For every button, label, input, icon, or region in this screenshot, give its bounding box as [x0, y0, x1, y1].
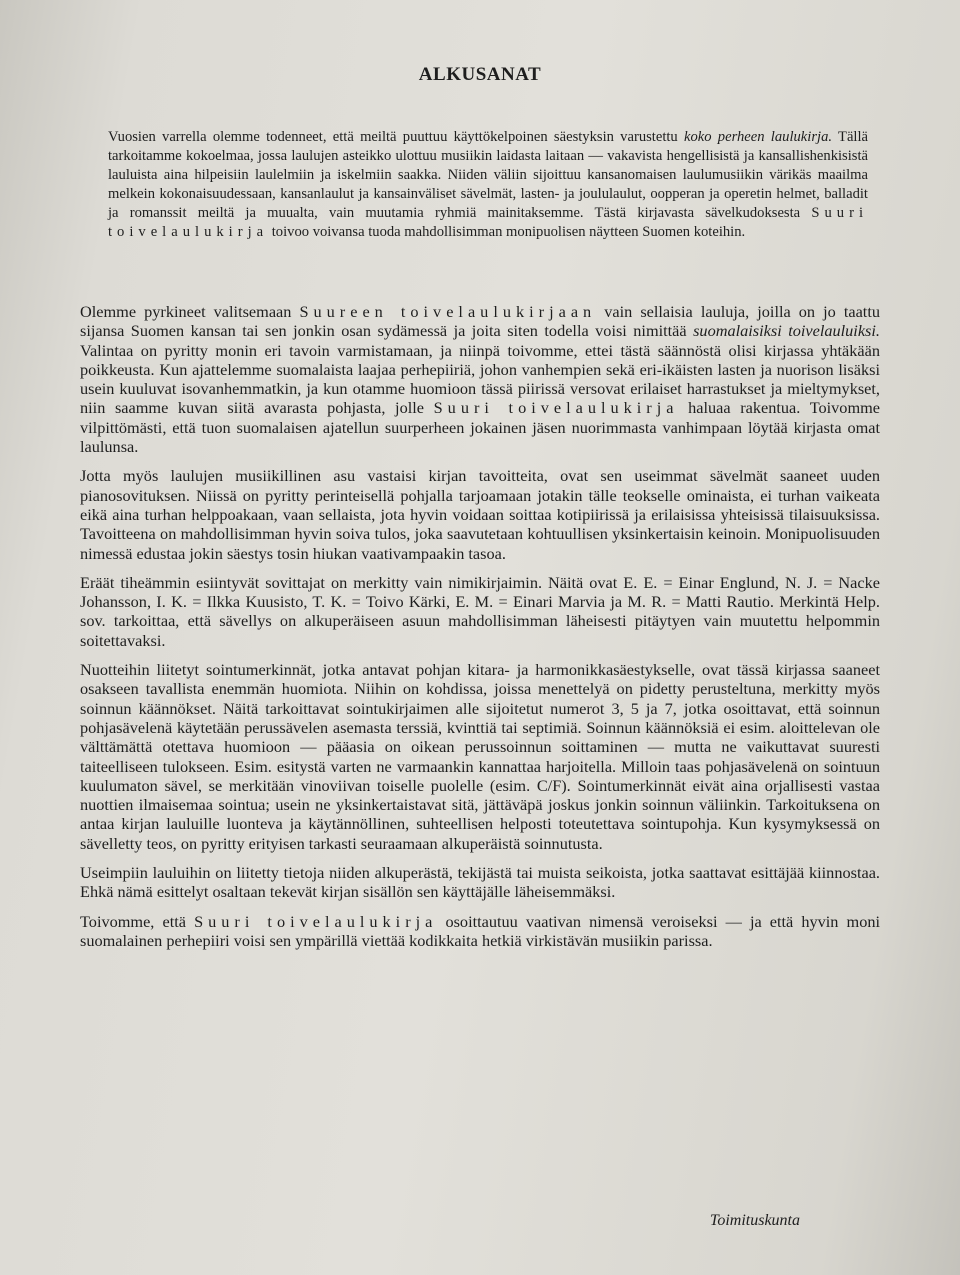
text-segment: osoittautuu vaativan nimensä veroiseksi — ja että hyvin moni suomalainen perhepiiri voisi sen ympärillä viettää kodikkaita hetkiä virkistävän musiikin parissa. [80, 911, 881, 950]
spaced-book-title: Suuri toivelaulukirja [108, 204, 868, 240]
paragraph-arrangers: Eräät tiheämmin esiintyvät sovittajat on merkitty vain nimikirjaimin. Näitä ovat E. E. = Einar Englund, N. J. = Nacke Johansson, I. K. = Ilkka Kuusisto, T. K. = Toivo Kärki, E. M. = Einari Marvia ja M. R. = Matti Rautio. Merkintä Help. sov. tarkoittaa, että sävellys on alkuperäiseen asuun mahdollisimman läheisesti pitäytyen vain muutettu helpommin soitettavaksi. [80, 572, 880, 650]
page-title: ALKUSANAT [418, 64, 542, 85]
text-segment: Tällä tarkoitamme kokoelmaa, jossa laulujen asteikko ulottuu musiikin laidasta laitaan — vakavista hengellisistä ja kansallishenkisistä lauluista aina hilpeisiin laulelmiin ja iskelmiin saakka. Niiden väliin sijoittuu kansanomaisen laulumusiikin värikäs maailma melkein kokonaisuudessaan, kansanlaulut ja kansainväliset sävelmät, lasten- ja joululaulut, oopperan ja operetin helmet, balladit ja romanssit meiltä ja muualta, vain muutamia ryhmiä mainitaksemme. Tästä kirjavasta sävelkudoksesta [108, 129, 869, 221]
text-segment: Toivomme, että [80, 911, 195, 931]
spaced-book-title: Suureen toivelaulukirjaan [299, 302, 597, 321]
paragraph-selection [80, 302, 880, 456]
text-segment: vain sellaisia lauluja, joilla on jo taattu sijansa Suomen kansan tai sen jonkin osan sydämessä ja joita siten todella voisi nimittää [80, 302, 880, 341]
signature: Toimituskunta [709, 1212, 800, 1229]
body-text [80, 302, 880, 960]
paragraph-closing [80, 912, 880, 951]
paragraph-chords: Nuotteihin liitetyt sointumerkinnät, jotka antavat pohjan kitara- ja harmonikkasäestykselle, ovat tässä kirjassa saaneet osakseen tavallista enemmän huomiota. Niihin on kohdissa, joissa menettelyä on pidetty perusteltuna, merkitty myös soinnun käännökset. Näitä tarkoittavat sointukirjaimen alle sijoitetut numerot 3, 5 ja 7, jotka osoittavat, että soinnun pohjasävelenä käytetään perussävelen asemasta terssiä, kvinttiä tai septimiä. Soinnun käännöksiä ei esim. aloittelevan ole välttämättä otettava huomioon — pääasia on oikean perussoinnun soittaminen — mutta ne vaikuttavat suuresti taiteelliseen tulokseen. Esim. esitystä varten ne varmaankin kannattaa harjoitella. Milloin taas pohjasävelenä on sointuun kuulumaton sävel, se merkitään vinoviivan toiselle puolelle (esim. C/F). Sointumerkinnät eivät aina orjallisesti vastaa nuottien ilmaisemaa sointua; usein ne yksinkertaistavat sitä, jättäväpä joskus jonkin soinnun väliinkin. Tarkoituksena on antaa kirjan lauluille luonteva ja käytännöllinen, suhteellisen helposti toteutettava sointupohja. Kun kysymyksessä on sävelletty teos, on pyritty erityisen tarkasti seuraamaan alkuperäistä soinnutusta. [80, 660, 880, 853]
text-segment: Olemme pyrkineet valitsemaan [80, 302, 300, 321]
text-segment: haluaa rakentua. Toivomme vilpittömästi, että tuon suomalaisen ajatellun suurperheen jokainen jäsen nuorimmasta vanhimpaan löytää kirjasta omat laulunsa. [80, 398, 880, 457]
italic-title: koko perheen laulukirja. [684, 129, 833, 145]
text-segment: Valintaa on pyritty monin eri tavoin varmistamaan, ja niinpä toivomme, ettei tästä säännöstä olisi kirjassa yhtäkään poikkeusta. Kun ajattelemme suomalaista laajaa perhepiiriä, johon vanhempien sekä eri-ikäisten lasten ja nuorison lisäksi usein kuuluvat isovanhemmatkin, ja kun otamme huomioon tässä piirissä versovat erilaiset harrastukset ja mieltymykset, niin saamme kuvan siitä avarasta pohjasta, jolle [80, 340, 880, 418]
italic-phrase: suomalaisiksi toivelauluiksi. [693, 321, 880, 341]
spaced-book-title: Suuri toivelaulukirja [433, 398, 679, 418]
paragraph-intro [108, 128, 868, 241]
spaced-book-title: Suuri toivelaulukirja [194, 911, 438, 931]
text-segment: toivoo voivansa tuoda mahdollisimman monipuolisen näytteen Suomen koteihin. [268, 223, 746, 240]
paragraph-song-info: Useimpiin lauluihin on liitetty tietoja niiden alkuperästä, tekijästä tai muista seikoista, jotka saattavat esittäjää kiinnostaa. Ehkä nämä esittelyt osaltaan tekevät kirjan sisällön sen käyttäjälle läheisemmäksi. [80, 863, 880, 902]
paragraph-arrangements: Jotta myös laulujen musiikillinen asu vastaisi kirjan tavoitteita, ovat sen useimmat sävelmät saaneet uuden pianosovituksen. Niissä on pyritty perinteisellä pohjalla tarjoamaan jotakin tälle teokselle ominaista, ei turhan vaikeata eikä aina turhan helppoakaan, vaan sellaista, jota hyvin voidaan soittaa kotipiirissä ja erilaisissa yhteisissä tilaisuuksissa. Tavoitteena on mahdollisimman hyvin soiva tulos, joka saavutetaan kohtuullisen yksinkertaisin keinoin. Monipuolisuuden nimessä edustaa jokin säestys tosin hiukan vaativampaakin tasoa. [80, 466, 880, 563]
text-segment: Vuosien varrella olemme todenneet, että meiltä puuttuu käyttökelpoinen säestyksin varustettu [108, 129, 684, 145]
